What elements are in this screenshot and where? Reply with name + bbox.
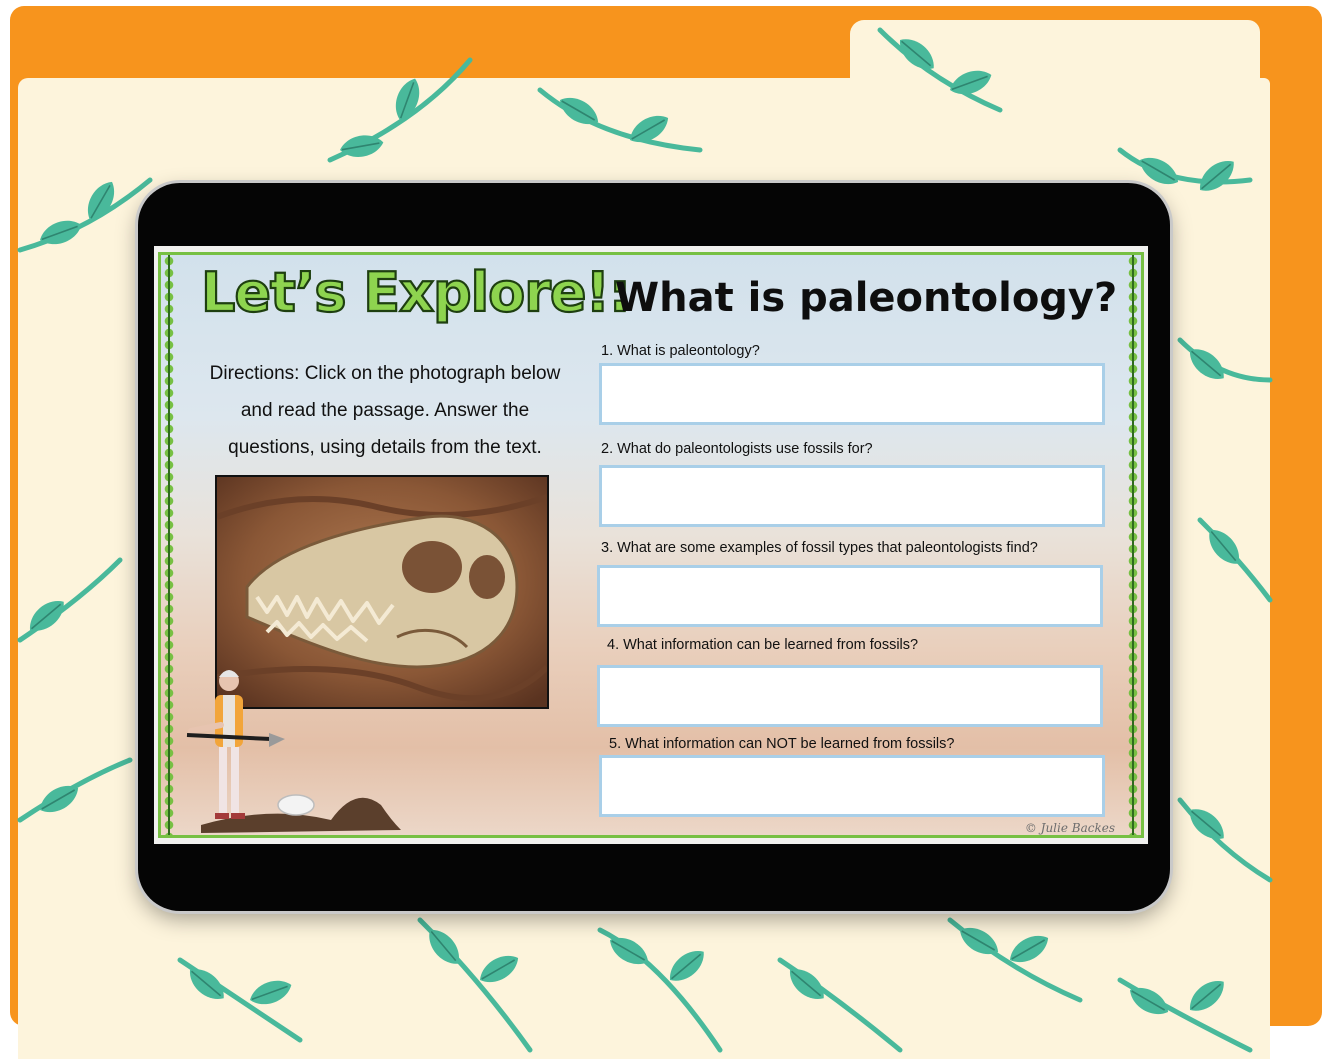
paleontologist-icon — [181, 655, 401, 835]
answer-box-1[interactable] — [599, 363, 1105, 425]
question-4-label: 4. What information can be learned from fossils? — [607, 637, 919, 653]
answer-box-3[interactable] — [597, 565, 1103, 627]
tablet-screen — [154, 246, 1148, 844]
right-border-trim — [1127, 255, 1139, 835]
question-2-label: 2. What do paleontologists use fossils for? — [601, 441, 873, 457]
author-signature: © Julie Backes — [1024, 821, 1115, 835]
directions-text: Directions: Click on the photograph below and read the passage. Answer the questions, using details from the text. — [209, 363, 561, 458]
question-5-label: 5. What information can NOT be learned from fossils? — [609, 736, 955, 752]
page-title: What is paleontology? — [615, 275, 1118, 321]
left-border-trim — [163, 255, 175, 835]
question-1-label: 1. What is paleontology? — [601, 343, 760, 359]
answer-box-5[interactable] — [599, 755, 1105, 817]
answer-box-2[interactable] — [599, 465, 1105, 527]
lets-explore-title: Let’s Explore!: — [201, 261, 630, 324]
answer-box-4[interactable] — [597, 665, 1103, 727]
worksheet-slide — [158, 252, 1144, 838]
question-3-label: 3. What are some examples of fossil types that paleontologists find? — [601, 540, 1038, 556]
